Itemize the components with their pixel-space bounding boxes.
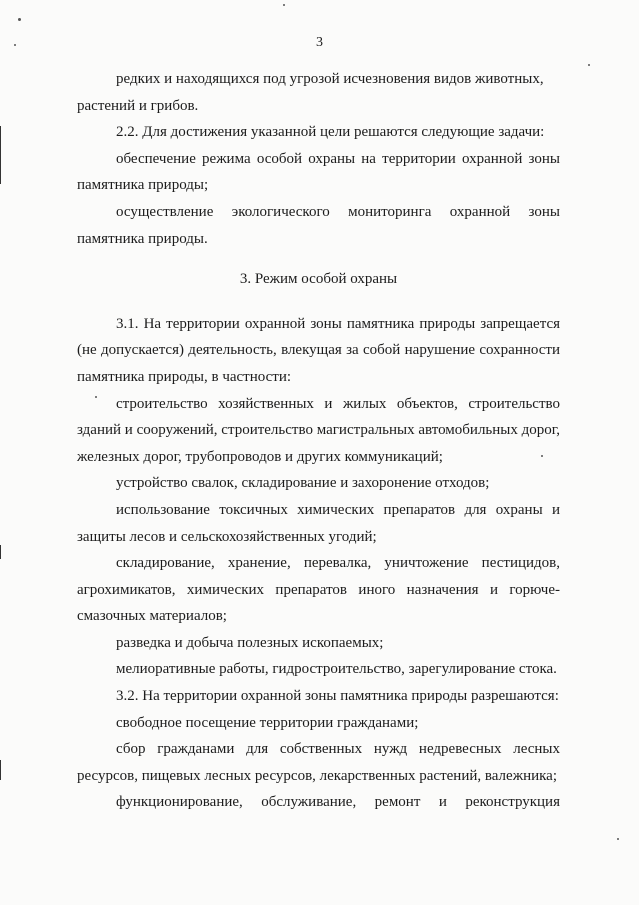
list-item-construction: строительство хозяйственных и жилых объектов, строительство зданий и сооружений, строительство магистральных автомобильных дорог, железных дорог, трубопроводов и других коммуникаций;: [77, 395, 560, 465]
page-number: 3: [316, 35, 323, 50]
scan-edge-mark: [0, 126, 1, 184]
paragraph-continuation-line: редких и находящихся под угрозой исчезновения видов животных,: [116, 71, 544, 87]
document-body: [77, 66, 560, 816]
paragraph-task-monitoring: осуществление экологического мониторинга охранной зоны памятника природы.: [77, 203, 560, 247]
list-item-resource-gathering: сбор гражданами для собственных нужд недревесных лесных ресурсов, пищевых лесных ресурсов, лекарственных растений, валежника;: [77, 741, 560, 784]
scan-edge-mark: [0, 545, 1, 559]
list-item-melioration: мелиоративные работы, гидростроительство, зарегулирование стока.: [116, 661, 557, 678]
scan-edge-mark: [0, 760, 1, 780]
list-item-toxic-chemicals: использование токсичных химических препаратов для охраны и защиты лесов и сельскохозяйственных угодий;: [77, 501, 560, 545]
list-item-maintenance: функционирование, обслуживание, ремонт и реконструкция: [116, 794, 560, 811]
paragraph-task-protection: обеспечение режима особой охраны на территории охранной зоны памятника природы;: [77, 150, 560, 194]
paragraph-3-2: 3.2. На территории охранной зоны памятника природы разрешаются:: [116, 688, 559, 705]
section-heading: 3. Режим особой охраны: [239, 271, 398, 288]
list-item-dumps: устройство свалок, складирование и захоронение отходов;: [116, 475, 490, 492]
list-item-mining: разведка и добыча полезных ископаемых;: [116, 634, 384, 651]
paragraph-3-1: 3.1. На территории охранной зоны памятника природы запрещается (не допускается) деятельность, влекущая за собой нарушение сохранности памятника природы, в частности:: [77, 315, 560, 385]
list-item-pesticides: складирование, хранение, перевалка, уничтожение пестицидов, агрохимикатов, химических препаратов иного назначения и горюче-смазочных материалов;: [77, 555, 560, 625]
list-item-free-visit: свободное посещение территории гражданами;: [116, 714, 419, 731]
paragraph-2-2: 2.2. Для достижения указанной цели решаются следующие задачи:: [116, 124, 545, 141]
paragraph-continuation-end: растений и грибов.: [77, 97, 199, 114]
